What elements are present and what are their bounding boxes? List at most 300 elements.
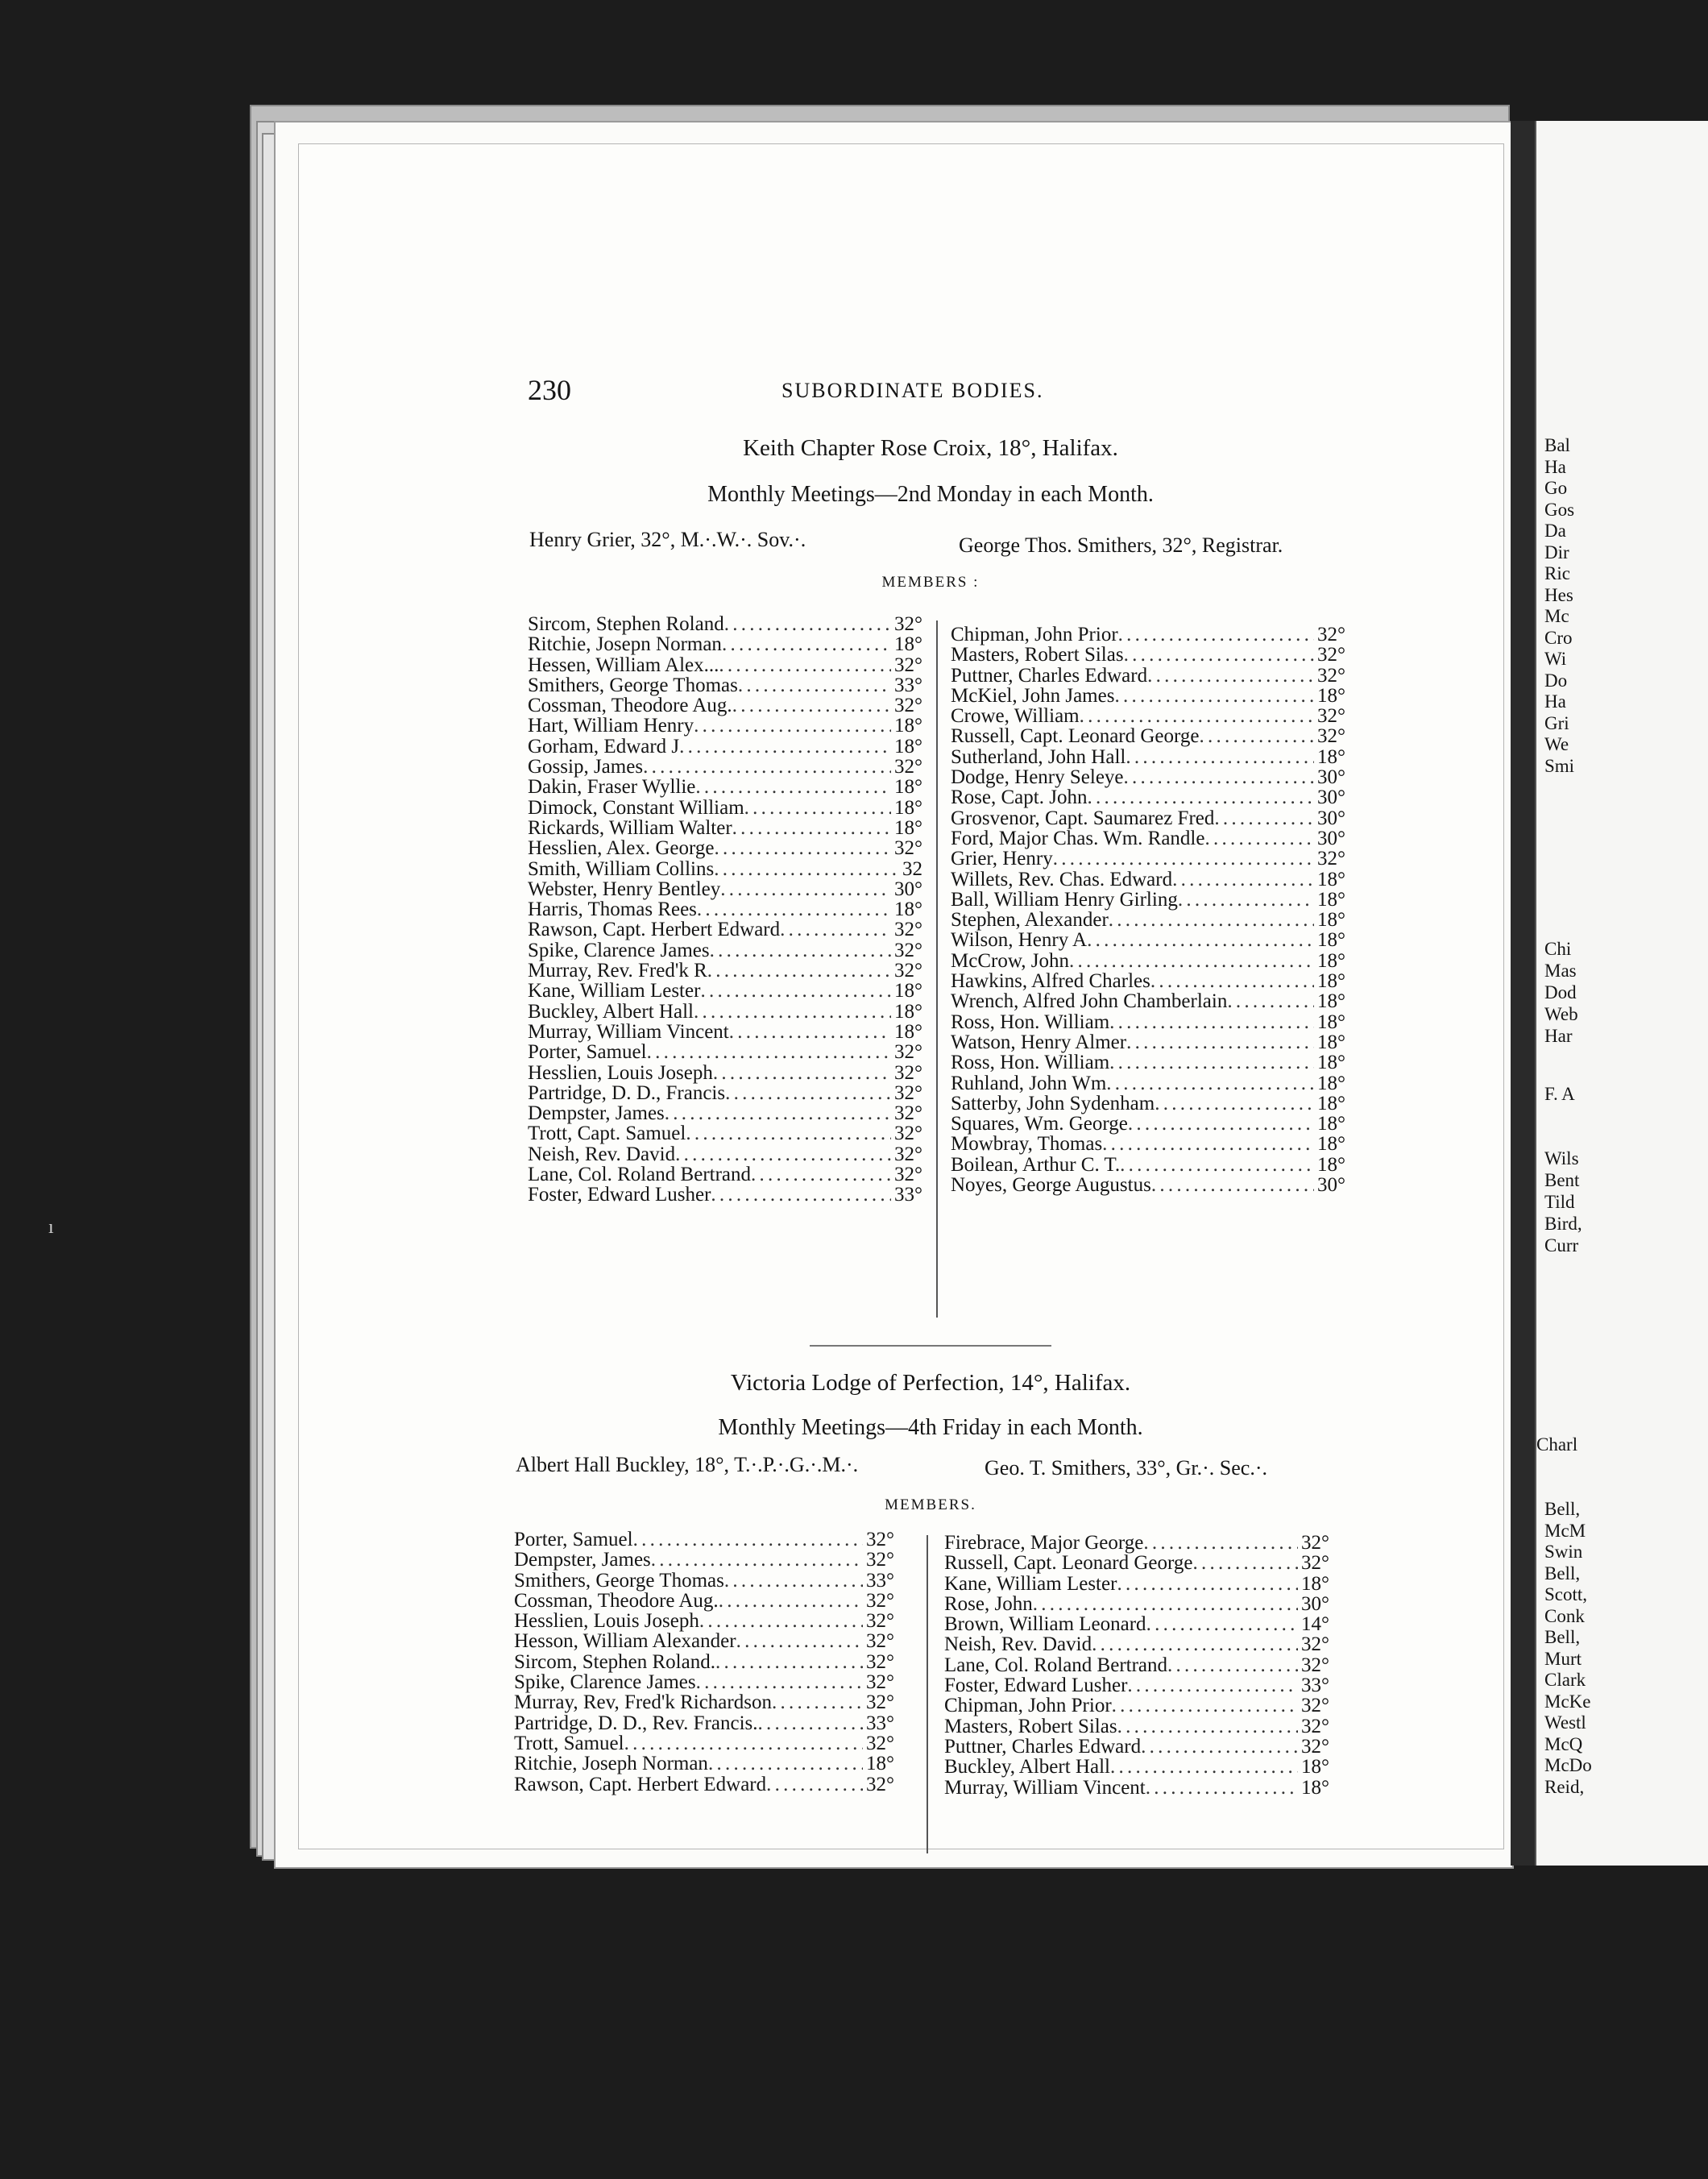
dot-leader xyxy=(713,1063,891,1083)
member-row xyxy=(514,1529,894,1550)
member-row xyxy=(528,919,922,940)
member-name: Rose, Capt. John xyxy=(951,787,1088,809)
right-page-heading: F. A xyxy=(1544,1084,1575,1104)
section1-members-label: MEMBERS : xyxy=(881,574,980,591)
dot-leader xyxy=(1214,808,1314,828)
member-degree: 18° xyxy=(1317,949,1345,972)
right-page-fragment: Gri xyxy=(1544,712,1569,733)
member-row xyxy=(951,870,1345,890)
dot-leader xyxy=(1114,686,1314,706)
member-degree: 32° xyxy=(1301,1633,1329,1656)
dot-leader xyxy=(708,1754,863,1774)
member-row xyxy=(951,726,1345,746)
member-degree: 32° xyxy=(1301,1695,1329,1717)
member-name: Masters, Robert Silas xyxy=(944,1715,1117,1737)
member-name: Trott, Samuel xyxy=(514,1732,624,1754)
member-degree: 30° xyxy=(1317,787,1345,809)
member-degree: 32° xyxy=(866,1589,894,1612)
member-degree: 18° xyxy=(894,816,922,839)
member-degree: 32° xyxy=(894,756,922,778)
member-name: Neish, Rev. David xyxy=(528,1143,676,1165)
member-degree: 33° xyxy=(866,1712,894,1734)
dot-leader xyxy=(695,777,891,797)
dot-leader xyxy=(633,1529,863,1550)
member-name: Smith, William Collins xyxy=(528,857,715,880)
dot-leader xyxy=(686,1123,891,1143)
member-name: Satterby, John Sydenham xyxy=(951,1092,1155,1114)
member-name: Dempster, James xyxy=(514,1549,651,1571)
dot-leader xyxy=(1117,1574,1298,1594)
member-name: Murray, Rev. Fred'k R xyxy=(528,960,707,982)
member-degree: 32° xyxy=(894,1081,922,1104)
right-page-fragment: McM xyxy=(1544,1520,1586,1541)
right-page-fragment: Cro xyxy=(1544,627,1573,648)
right-page-fragment: McKe xyxy=(1544,1691,1591,1712)
member-row xyxy=(951,1094,1345,1114)
member-degree: 18° xyxy=(894,1000,922,1023)
member-degree: 33° xyxy=(894,674,922,696)
member-row xyxy=(944,1553,1329,1573)
member-degree: 32° xyxy=(1301,1735,1329,1758)
dot-leader xyxy=(722,634,891,654)
member-name: Dodge, Henry Seleye xyxy=(951,766,1124,789)
right-page-fragment: We xyxy=(1544,734,1569,754)
right-page-fragment: Curr xyxy=(1544,1235,1579,1256)
member-degree: 30° xyxy=(1317,827,1345,849)
member-row xyxy=(514,1652,894,1672)
section1-members-col1 xyxy=(528,614,922,1206)
right-page-fragment: Swin xyxy=(1544,1542,1583,1562)
dot-leader xyxy=(1172,870,1314,890)
member-name: Partridge, D. D., Rev. Francis. xyxy=(514,1712,758,1734)
dot-leader xyxy=(707,961,891,981)
right-page-fragment: Dod xyxy=(1544,982,1577,1002)
member-row xyxy=(944,1695,1329,1716)
right-page-partial xyxy=(1535,121,1708,1866)
member-row xyxy=(528,798,922,818)
right-page-fragment: Da xyxy=(1544,521,1566,541)
section2-title: Victoria Lodge of Perfection, 14°, Halifax. xyxy=(730,1370,1131,1396)
member-degree: 32° xyxy=(1317,664,1345,687)
member-name: Chipman, John Prior xyxy=(951,624,1118,645)
member-row xyxy=(951,1012,1345,1032)
member-name: Murray, Rev, Fred'k Richardson xyxy=(514,1691,772,1714)
section2-officer-left: Albert Hall Buckley, 18°, T.·.P.·.G.·.M.·. xyxy=(516,1453,859,1476)
dot-leader xyxy=(1106,1073,1314,1094)
member-degree: 32° xyxy=(894,919,922,941)
dot-leader xyxy=(1126,747,1314,767)
member-row xyxy=(514,1550,894,1570)
member-name: Dakin, Fraser Wyllie xyxy=(528,776,696,799)
member-name: Rawson, Capt. Herbert Edward xyxy=(514,1773,767,1795)
member-name: Rose, John xyxy=(944,1592,1033,1615)
member-degree: 32° xyxy=(866,1671,894,1694)
member-degree: 32 xyxy=(902,857,922,880)
dot-leader xyxy=(1167,1655,1298,1675)
member-degree: 18° xyxy=(1317,970,1345,993)
member-row xyxy=(951,930,1345,950)
member-degree: 18° xyxy=(1317,1092,1345,1114)
member-row xyxy=(528,1103,922,1123)
member-row xyxy=(528,961,922,981)
member-degree: 18° xyxy=(866,1753,894,1775)
dot-leader xyxy=(643,757,891,777)
dot-leader xyxy=(1120,1155,1314,1175)
member-degree: 30° xyxy=(894,878,922,900)
member-name: Squares, Wm. George xyxy=(951,1113,1128,1135)
member-row xyxy=(528,1083,922,1103)
member-degree: 18° xyxy=(1317,868,1345,890)
member-name: Kane, William Lester xyxy=(944,1572,1117,1595)
member-row xyxy=(951,1052,1345,1073)
member-name: Ritchie, Joseph Norman xyxy=(514,1753,708,1775)
member-degree: 18° xyxy=(894,715,922,737)
dot-leader xyxy=(758,1713,864,1733)
member-degree: 18° xyxy=(1317,888,1345,911)
member-degree: 32° xyxy=(1301,1552,1329,1575)
member-row xyxy=(951,1134,1345,1154)
member-row xyxy=(528,1022,922,1042)
dot-leader xyxy=(714,838,891,858)
dot-leader xyxy=(1151,1175,1314,1195)
right-page-fragment: Conk xyxy=(1544,1605,1585,1626)
member-row xyxy=(951,625,1345,645)
member-name: Hesslien, Alex. George xyxy=(528,837,715,860)
member-name: Ross, Hon. William xyxy=(951,1052,1110,1074)
dot-leader xyxy=(665,1103,891,1123)
dot-leader xyxy=(696,1672,863,1692)
dot-leader xyxy=(729,1022,891,1042)
member-degree: 32° xyxy=(1317,624,1345,645)
right-page-fragment: Tild xyxy=(1544,1192,1575,1212)
member-degree: 32° xyxy=(894,1164,922,1186)
member-name: Ritchie, Josepn Norman xyxy=(528,633,722,656)
dot-leader xyxy=(1227,991,1314,1011)
member-degree: 32° xyxy=(894,1102,922,1125)
member-degree: 32° xyxy=(866,1732,894,1754)
member-degree: 32° xyxy=(894,837,922,860)
dot-leader xyxy=(772,1692,863,1712)
dot-leader xyxy=(1109,1012,1314,1032)
member-row xyxy=(951,706,1345,726)
member-degree: 18° xyxy=(894,1020,922,1043)
dot-leader xyxy=(1141,1737,1298,1757)
member-row xyxy=(944,1594,1329,1614)
member-name: Sircom, Stephen Roland. xyxy=(514,1650,715,1673)
dot-leader xyxy=(766,1774,863,1795)
dot-leader xyxy=(732,695,891,716)
member-row xyxy=(528,838,922,858)
member-name: Chipman, John Prior xyxy=(944,1695,1112,1717)
member-name: Rickards, William Walter xyxy=(528,816,732,839)
member-name: Ball, William Henry Girling xyxy=(951,888,1178,911)
right-page-fragment: Bell, xyxy=(1544,1563,1581,1583)
right-page-fragment: Scott, xyxy=(1544,1584,1588,1604)
member-name: Sutherland, John Hall xyxy=(951,745,1126,768)
member-row xyxy=(951,1114,1345,1134)
right-page-fragment: McQ xyxy=(1544,1733,1583,1754)
member-name: Brown, William Leonard xyxy=(944,1613,1146,1636)
right-page-fragment: Reid, xyxy=(1544,1776,1585,1797)
member-name: Lane, Col. Roland Bertrand xyxy=(944,1654,1168,1676)
right-page-fragment: Hes xyxy=(1544,584,1573,605)
member-name: Puttner, Charles Edward xyxy=(944,1735,1142,1758)
column-divider xyxy=(927,1535,928,1853)
page-number: 230 xyxy=(528,374,571,406)
member-name: Mowbray, Thomas xyxy=(951,1133,1103,1156)
member-degree: 32° xyxy=(894,1123,922,1145)
member-row xyxy=(514,1774,894,1795)
member-degree: 32° xyxy=(894,1041,922,1064)
member-degree: 33° xyxy=(1301,1675,1329,1697)
member-name: Porter, Samuel xyxy=(528,1041,647,1064)
member-degree: 32° xyxy=(894,1061,922,1084)
dot-leader xyxy=(1033,1594,1298,1614)
member-name: Puttner, Charles Edward xyxy=(951,664,1148,687)
member-row xyxy=(944,1757,1329,1777)
member-degree: 32° xyxy=(866,1529,894,1550)
member-row xyxy=(528,614,922,634)
member-row xyxy=(951,747,1345,767)
member-row xyxy=(528,859,922,879)
member-row xyxy=(528,899,922,919)
member-row xyxy=(951,849,1345,869)
member-degree: 18° xyxy=(1301,1756,1329,1778)
member-name: McKiel, John James xyxy=(951,684,1115,707)
dot-leader xyxy=(1080,706,1314,726)
right-page-fragment: Smi xyxy=(1544,755,1575,776)
right-page-fragment: Dir xyxy=(1544,542,1569,562)
member-degree: 18° xyxy=(1317,1052,1345,1074)
member-name: Hesslien, Louis Joseph xyxy=(514,1610,699,1633)
dot-leader xyxy=(699,1611,863,1631)
dot-leader xyxy=(1118,625,1314,645)
member-row xyxy=(944,1737,1329,1757)
member-row xyxy=(951,666,1345,686)
member-row xyxy=(514,1571,894,1591)
member-degree: 18° xyxy=(1317,745,1345,768)
member-name: Ross, Hon. William xyxy=(951,1011,1110,1033)
dot-leader xyxy=(751,1164,891,1185)
member-row xyxy=(944,1614,1329,1634)
dot-leader xyxy=(725,1083,891,1103)
dot-leader xyxy=(1109,1052,1314,1073)
member-name: Gorham, Edward J xyxy=(528,735,680,757)
dot-leader xyxy=(1069,951,1314,971)
dot-leader xyxy=(1087,930,1314,950)
right-page-fragment: Mas xyxy=(1544,961,1577,981)
running-title: SUBORDINATE BODIES. xyxy=(781,379,1044,402)
member-name: Smithers, George Thomas xyxy=(528,674,738,696)
member-name: Murray, William Vincent xyxy=(528,1020,729,1043)
book-gutter xyxy=(1511,121,1535,1866)
member-row xyxy=(951,890,1345,910)
member-name: Buckley, Albert Hall xyxy=(944,1756,1110,1778)
right-page-fragment: Charl xyxy=(1536,1434,1578,1455)
member-row xyxy=(951,787,1345,807)
member-degree: 18° xyxy=(1317,909,1345,932)
member-row xyxy=(528,675,922,695)
member-name: Stephen, Alexander xyxy=(951,909,1109,932)
member-degree: 18° xyxy=(894,735,922,757)
right-page-fragment: Bell, xyxy=(1544,1627,1581,1647)
dot-leader xyxy=(1147,666,1314,686)
section-divider xyxy=(810,1345,1051,1347)
member-degree: 32° xyxy=(894,695,922,717)
member-row xyxy=(951,951,1345,971)
dot-leader xyxy=(1102,1134,1314,1154)
member-degree: 14° xyxy=(1301,1613,1329,1636)
dot-leader xyxy=(1146,1778,1298,1798)
member-name: Wilson, Henry A xyxy=(951,929,1088,952)
member-name: Foster, Edward Lusher xyxy=(944,1675,1128,1697)
dot-leader xyxy=(697,899,891,919)
member-row xyxy=(528,737,922,757)
member-name: Crowe, William xyxy=(951,705,1080,728)
member-row xyxy=(528,1123,922,1143)
member-row xyxy=(951,645,1345,665)
member-name: Firebrace, Major George xyxy=(944,1532,1144,1554)
member-name: Spike, Clarence James xyxy=(514,1671,696,1694)
member-row xyxy=(951,808,1345,828)
section1-members-col2 xyxy=(951,625,1345,1195)
member-degree: 18° xyxy=(1317,1011,1345,1033)
right-page-fragment: Bent xyxy=(1544,1170,1580,1190)
member-row xyxy=(528,1144,922,1164)
right-page-fragment: McDo xyxy=(1544,1755,1592,1775)
member-degree: 32° xyxy=(866,1773,894,1795)
stray-mark: ı xyxy=(48,1217,54,1238)
member-degree: 32° xyxy=(866,1630,894,1653)
member-degree: 32° xyxy=(1301,1654,1329,1676)
member-name: Hawkins, Alfred Charles xyxy=(951,970,1150,993)
right-page-fragment: Go xyxy=(1544,478,1568,498)
member-name: Rawson, Capt. Herbert Edward xyxy=(528,919,781,941)
member-degree: 18° xyxy=(1317,1031,1345,1053)
member-row xyxy=(528,1164,922,1185)
dot-leader xyxy=(715,1652,863,1672)
column-divider xyxy=(936,620,938,1318)
member-name: Hessen, William Alex... xyxy=(528,654,719,676)
member-degree: 32° xyxy=(866,1549,894,1571)
right-page-fragment: Bal xyxy=(1544,435,1570,455)
member-name: Murray, William Vincent xyxy=(944,1776,1146,1799)
member-name: Harris, Thomas Rees xyxy=(528,899,697,921)
dot-leader xyxy=(714,859,899,879)
member-degree: 30° xyxy=(1317,1174,1345,1197)
dot-leader xyxy=(1200,726,1315,746)
section1-title: Keith Chapter Rose Croix, 18°, Halifax. xyxy=(743,435,1118,461)
member-name: Hesslien, Louis Joseph xyxy=(528,1061,713,1084)
member-degree: 32° xyxy=(1301,1715,1329,1737)
right-page-fragment: Wils xyxy=(1544,1148,1579,1168)
member-row xyxy=(944,1533,1329,1553)
member-name: Partridge, D. D., Francis xyxy=(528,1081,726,1104)
dot-leader xyxy=(736,1631,863,1651)
dot-leader xyxy=(1146,1614,1298,1634)
member-row xyxy=(951,1155,1345,1175)
member-row xyxy=(951,686,1345,706)
section1-meetings: Monthly Meetings—2nd Monday in each Month. xyxy=(707,482,1154,507)
member-row xyxy=(514,1611,894,1631)
member-name: Wrench, Alfred John Chamberlain xyxy=(951,990,1228,1013)
dot-leader xyxy=(719,1591,863,1611)
member-name: Cossman, Theodore Aug. xyxy=(528,695,732,717)
right-page-fragment: Do xyxy=(1544,670,1568,691)
member-row xyxy=(528,1185,922,1205)
member-name: Foster, Edward Lusher xyxy=(528,1184,711,1206)
member-row xyxy=(951,1175,1345,1195)
dot-leader xyxy=(1127,1675,1298,1695)
right-page-fragment: Ha xyxy=(1544,456,1566,477)
member-name: McCrow, John xyxy=(951,949,1069,972)
dot-leader xyxy=(675,1144,891,1164)
member-row xyxy=(944,1655,1329,1675)
member-degree: 18° xyxy=(894,776,922,799)
member-name: Boilean, Arthur C. T. xyxy=(951,1153,1121,1176)
dot-leader xyxy=(694,716,891,736)
member-name: Ford, Major Chas. Wm. Randle xyxy=(951,827,1205,849)
dot-leader xyxy=(1124,645,1314,665)
right-page-fragment: Bell, xyxy=(1544,1499,1581,1519)
member-degree: 18° xyxy=(1317,1072,1345,1094)
member-row xyxy=(514,1754,894,1774)
member-row xyxy=(514,1631,894,1651)
member-row xyxy=(514,1591,894,1611)
dot-leader xyxy=(720,879,891,899)
member-degree: 32° xyxy=(1317,644,1345,666)
member-name: Ruhland, John Wm xyxy=(951,1072,1107,1094)
right-page-fragment: Ha xyxy=(1544,691,1566,712)
member-name: Sircom, Stephen Roland xyxy=(528,613,724,635)
member-name: Grier, Henry xyxy=(951,848,1053,870)
member-degree: 32° xyxy=(894,960,922,982)
member-name: Hart, William Henry xyxy=(528,715,694,737)
member-row xyxy=(528,940,922,961)
dot-leader xyxy=(1110,1757,1298,1777)
member-degree: 18° xyxy=(1301,1572,1329,1595)
dot-leader xyxy=(1087,787,1314,807)
member-row xyxy=(951,767,1345,787)
section2-officer-right: Geo. T. Smithers, 33°, Gr.·. Sec.·. xyxy=(985,1456,1267,1480)
member-name: Neish, Rev. David xyxy=(944,1633,1092,1656)
member-row xyxy=(951,1032,1345,1052)
member-row xyxy=(528,634,922,654)
dot-leader xyxy=(1117,1716,1298,1737)
dot-leader xyxy=(744,798,891,818)
member-degree: 32° xyxy=(1301,1532,1329,1554)
member-name: Trott, Capt. Samuel xyxy=(528,1123,686,1145)
member-row xyxy=(528,716,922,736)
member-degree: 18° xyxy=(894,899,922,921)
right-page-fragment: Web xyxy=(1544,1004,1578,1024)
dot-leader xyxy=(624,1733,863,1754)
member-name: Lane, Col. Roland Bertrand xyxy=(528,1164,752,1186)
dot-leader xyxy=(710,940,891,961)
member-row xyxy=(514,1692,894,1712)
member-degree: 18° xyxy=(1317,929,1345,952)
member-name: Cossman, Theodore Aug. xyxy=(514,1589,719,1612)
dot-leader xyxy=(1150,971,1314,991)
member-degree: 32° xyxy=(894,613,922,635)
member-row xyxy=(944,1574,1329,1594)
dot-leader xyxy=(732,818,891,838)
member-degree: 30° xyxy=(1317,766,1345,789)
dot-leader xyxy=(700,981,891,1001)
member-name: Kane, William Lester xyxy=(528,980,701,1002)
member-row xyxy=(514,1733,894,1754)
dot-leader xyxy=(719,655,891,675)
